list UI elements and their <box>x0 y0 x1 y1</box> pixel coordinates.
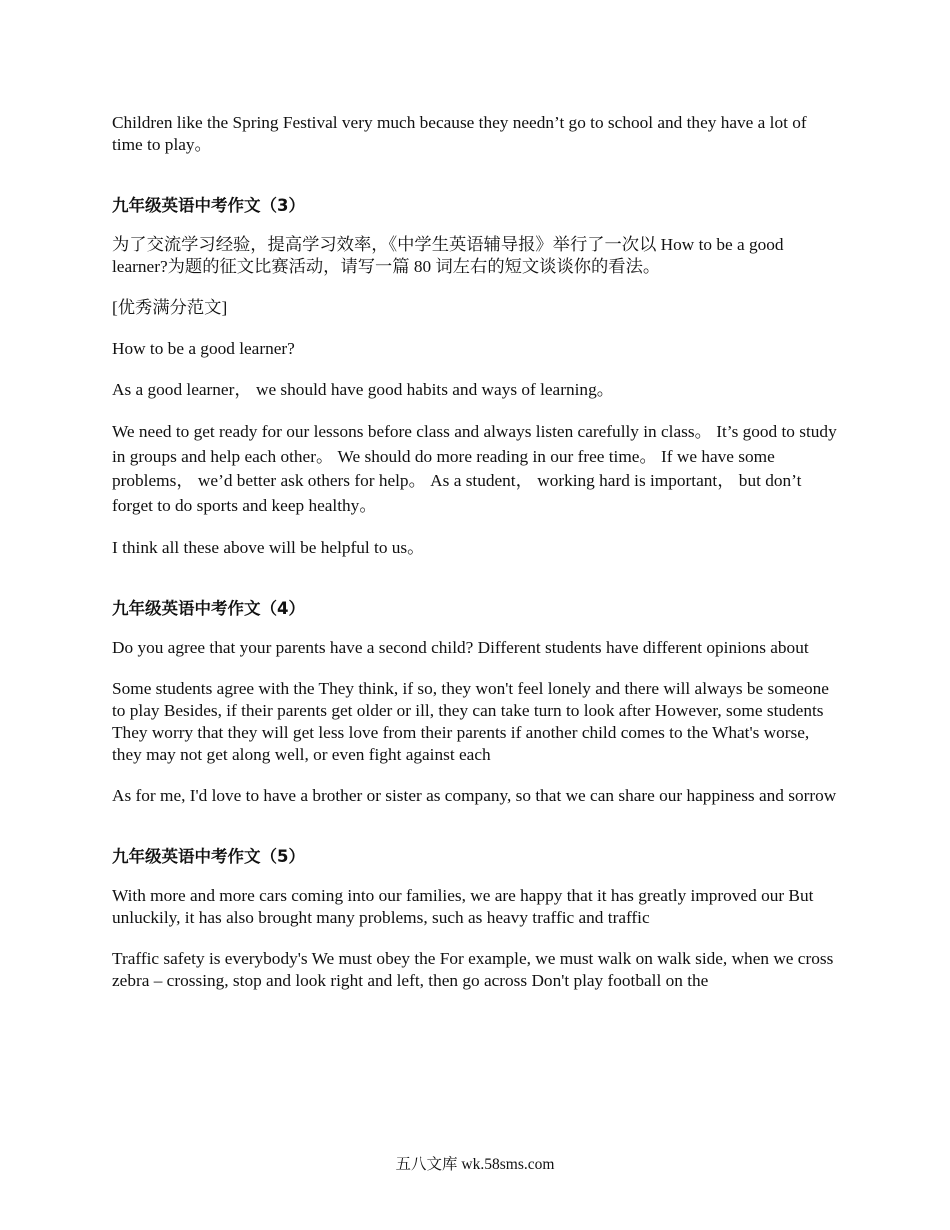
document-body <box>112 112 840 1011</box>
essay-4-heading: 九年级英语中考作文（4） <box>112 599 305 618</box>
essay-3-paragraph-3: I think all these above will be helpful to us。 <box>112 538 425 557</box>
essay-3-title: How to be a good learner? <box>112 339 295 358</box>
essay-3-paragraph-2: We need to get ready for our lessons before class and always listen carefully in class。 It’s good to study in groups and help each other。 We should do more reading in our free time。 If we have some problems， we’d better ask others for help。 As a student， working hard is important， but don’t forget to do sports and keep healthy。 <box>112 422 837 515</box>
essay-4-paragraph-3: As for me, I'd love to have a brother or sister as company, so that we can share our happiness and sorrow <box>112 786 837 805</box>
essay-3-prompt: 为了交流学习经验，提高学习效率，《中学生英语辅导报》举行了一次以 How to be a good learner?为题的征文比赛活动，请写一篇 80 词左右的短文谈谈你的看法。 <box>112 235 784 276</box>
essay-3-sample-tag: [优秀满分范文] <box>112 298 228 317</box>
page-footer: 五八文库 wk.58sms.com <box>395 1156 555 1173</box>
essay-5-paragraph-1: With more and more cars coming into our families, we are happy that it has greatly improved our But unluckily, it has also brought many problems, such as heavy traffic and traffic <box>112 886 814 927</box>
essay-4-paragraph-1: Do you agree that your parents have a second child? Different students have different opinions about <box>112 638 809 657</box>
essay-3-paragraph-1: As a good learner， we should have good habits and ways of learning。 <box>112 380 614 399</box>
essay-5-heading: 九年级英语中考作文（5） <box>112 847 305 866</box>
essay-3-heading: 九年级英语中考作文（3） <box>112 196 305 215</box>
intro-paragraph: Children like the Spring Festival very much because they needn’t go to school and they have a lot of time to play。 <box>112 113 807 154</box>
essay-4-paragraph-2: Some students agree with the They think, if so, they won't feel lonely and there will always be someone to play Besides, if their parents get older or ill, they can take turn to look after However, some students They worry that they will get less love from their parents if another child comes to the What's worse, they may not get along well, or even fight against each <box>112 679 829 764</box>
essay-5-paragraph-2: Traffic safety is everybody's We must obey the For example, we must walk on walk side, when we cross zebra – crossing, stop and look right and left, then go across Don't play football on the <box>112 949 834 990</box>
